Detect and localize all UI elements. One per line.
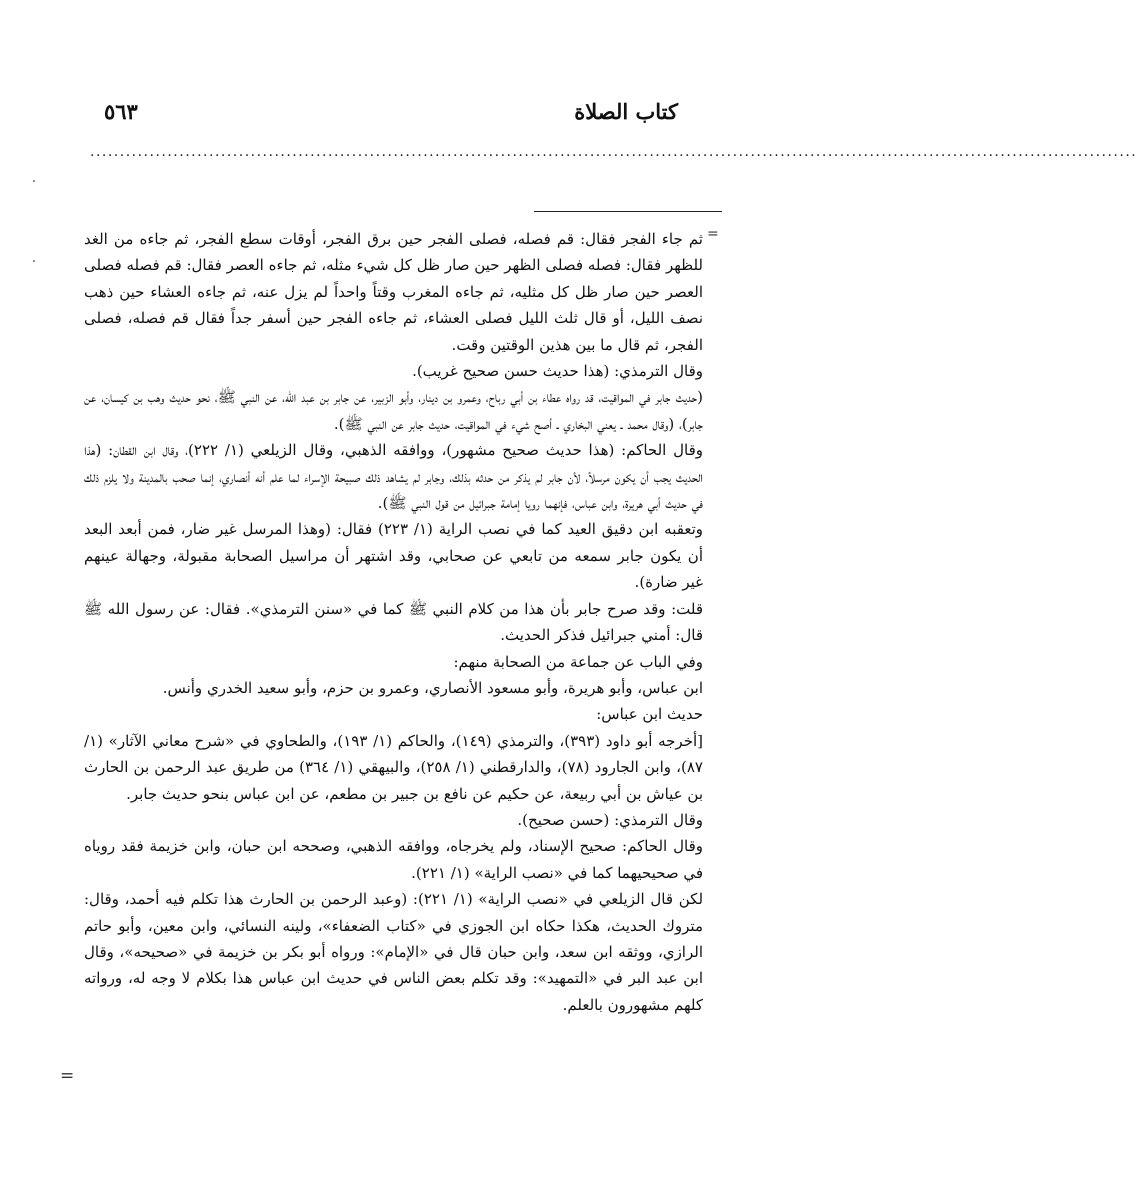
- page-header: [104, 96, 678, 126]
- gutter-mark: [33, 260, 35, 262]
- book-title: كتاب الصلاة: [574, 98, 678, 124]
- footnote-text: [84, 226, 703, 1018]
- continuation-mark-bottom: =: [60, 1066, 75, 1086]
- footnote-rule: [534, 211, 722, 212]
- paragraph: وقال الترمذي: (حسن صحيح).: [517, 810, 703, 829]
- paragraph: [أخرجه أبو داود (٣٩٣)، والترمذي (١٤٩)، والحاكم (١/ ١٩٣)، والطحاوي في «شرح معاني الآثار» (١/ ٨٧)، وابن الجارود (٧٨)، والدارقطني (١/ ٢٥٨)، والبيهقي (١/ ٣٦٤) من طريق عبد الرحمن بن الحارث بن عياش بن أبي ربيعة، عن حكيم عن نافع بن جبير بن مطعم، عن ابن عباس بنحو حديث جابر.: [84, 731, 703, 803]
- paragraph: وفي الباب عن جماعة من الصحابة منهم:: [453, 652, 703, 671]
- paragraph: لكن قال الزيلعي في «نصب الراية» (١/ ٢٢١): (وعبد الرحمن بن الحارث هذا تكلم فيه أحمد، وقال: متروك الحديث، هكذا حكاه ابن الجوزي في «كتاب الضعفاء»، ولينه النسائي، وابن معين، وأبو حاتم الرازي، ووثقه ابن سعد، وابن حبان قال في «الإمام»: ورواه أبو بكر بن خزيمة في «صحيحه»، وقال ابن عبد البر في «التمهيد»: وقد تكلم بعض الناس في حديث ابن عباس هذا بكلام لا وجه له، ورواته كلهم مشهورون بالعلم.: [84, 890, 704, 1014]
- paragraph: وقال الحاكم: صحيح الإسناد، ولم يخرجاه، ووافقه الذهبي، وصححه ابن حبان، وابن خزيمة فقد روياه في صحيحيهما كما في «نصب الراية» (١/ ٢٢١).: [84, 837, 703, 882]
- paragraph: وقال الترمذي: (هذا حديث حسن صحيح غريب).: [412, 362, 703, 381]
- paragraph: قلت: وقد صرح جابر بأن هذا من كلام النبي ﷺ كما في «سنن الترمذي». فقال: عن رسول الله ﷺ قال: أمني جبرائيل فذكر الحديث.: [84, 599, 703, 645]
- page-number: ٥٦٣: [104, 98, 138, 124]
- continuation-mark-top: =: [707, 226, 719, 242]
- paragraph: ابن عباس، وأبو هريرة، وأبو مسعود الأنصاري، وعمرو بن حزم، وأبو سعيد الخدري وأنس.: [162, 678, 703, 697]
- gutter-mark: [33, 180, 35, 182]
- paragraph: حديث ابن عباس:: [596, 705, 703, 724]
- paragraph: ثم جاء الفجر فقال: قم فصله، فصلى الفجر حين برق الفجر، أوقات سطع الفجر، ثم جاءه من الغد للظهر فقال: فصله فصلى الظهر حين صار ظل كل شيء مثله، ثم جاءه العصر فقال: قم فصله فصلى العصر حين صار ظل كل مثليه، ثم جاءه المغرب وقتاً واحداً لم يزل عنه، ثم جاءه العشاء حين ذهب نصف الليل، أو قال ثلث الليل فصلى العشاء، ثم جاءه الفجر حين أسفر جداً فقال قم فصله، فصلى الفجر، ثم قال ما بين هذين الوقتين وقت.: [84, 230, 703, 354]
- dotted-separator: ................................................................................................................................................................................: [90, 144, 1137, 160]
- paragraph: وتعقبه ابن دقيق العيد كما في نصب الراية (١/ ٢٢٣) فقال: (وهذا المرسل غير ضار، فمن أبعد البعد أن يكون جابر سمعه من تابعي عن صحابي، وقد اشتهر أن مراسيل الصحابة مقبولة، وجهالة عينهم غير ضارة).: [84, 520, 703, 592]
- paragraph: (حديث جابر في المواقيت، قد رواه عطاء بن أبي رباح، وعمرو بن دينار، وأبو الزبير، عن جابر بن عبد الله، عن النبي ﷺ، نحو حديث وهب بن كيسان، عن جابر)، (وقال محمد ـ يعني البخاري ـ أصح شيء في المواقيت، حديث جابر عن النبي ﷺ).: [84, 388, 703, 433]
- paragraph: وقال الحاكم: (هذا حديث صحيح مشهور)، ووافقه الذهبي، وقال الزيلعي (١/ ٢٢٢)، وقال ابن القطان: (هذا الحديث يجب أن يكون مرسلاً، لأن جابر لم يذكر من حدثه بذلك، وجابر لم يشاهد ذلك صبيحة الإسراء لما علم أنه أنصاري، إنما صحب بالمدينة ولا يلزم ذلك في حديث أبي هريرة، وابن عباس، فإنهما رويا إمامة جبرائيل من قول النبي ﷺ).: [84, 441, 703, 513]
